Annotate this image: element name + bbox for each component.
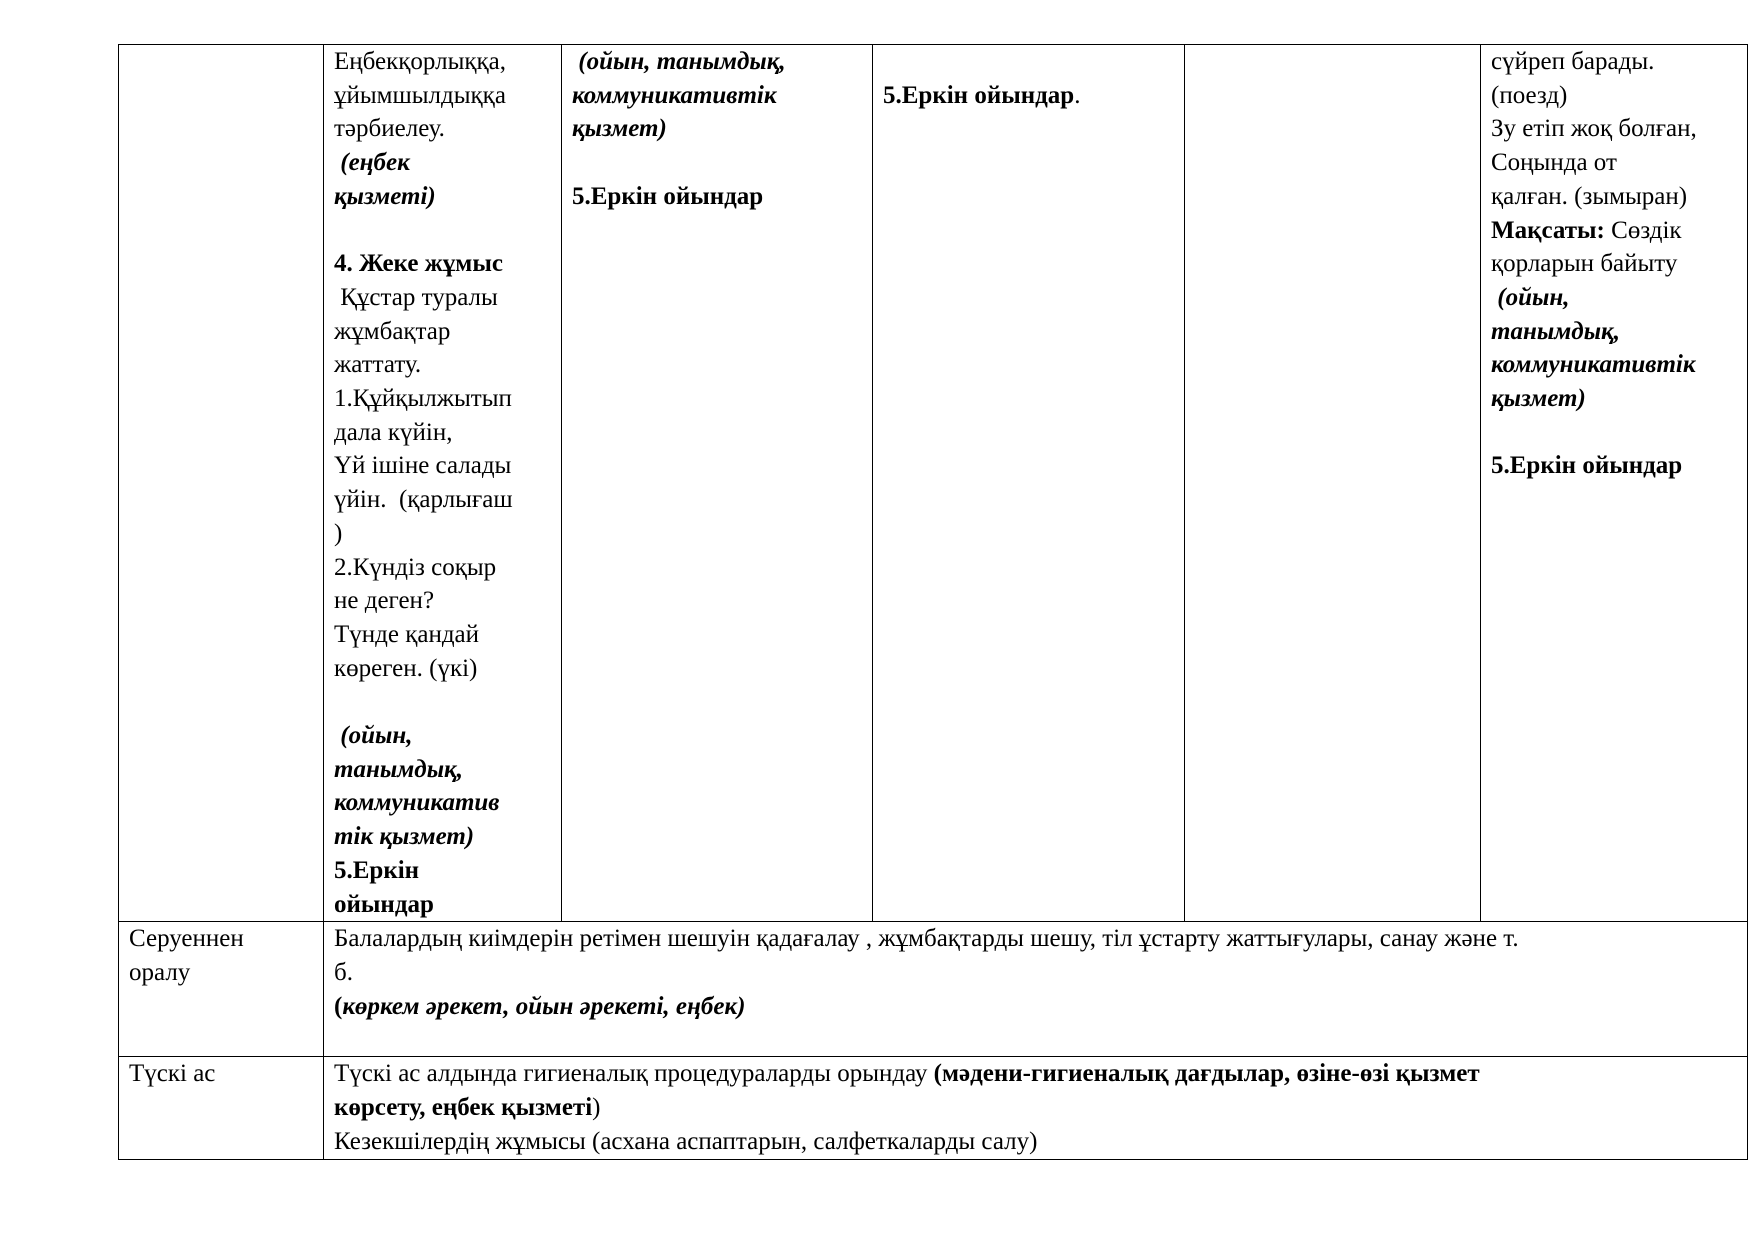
row-label-cell — [119, 45, 324, 922]
free-games-heading: 5.Еркін — [334, 856, 420, 884]
free-games-heading: ойындар — [334, 890, 434, 918]
activity-tag: көрсету, еңбек қызметі — [334, 1093, 593, 1121]
text-plain: Түскі ас алдында гигиеналық процедураларды орындау — [334, 1060, 934, 1088]
table-row-activities — [119, 45, 1748, 922]
riddle-line: қалған. (зымыран) — [1491, 182, 1688, 210]
return-walk-cell — [324, 922, 1748, 1057]
activity-tag-line: қызмет) — [572, 115, 667, 143]
duty-text: Кезекшілердің жұмысы (асхана аспаптарын, салфеткаларды салу) — [334, 1127, 1038, 1155]
tag-open-paren: ( — [334, 992, 343, 1020]
free-games-heading: 5.Еркін ойындар — [572, 182, 764, 210]
activity-tag-line: (ойын, — [1491, 283, 1570, 311]
row-label: Серуеннен — [129, 925, 244, 953]
riddle-line: дала күйін, — [334, 418, 453, 446]
riddle-line: Түнде қандай — [334, 620, 480, 648]
table-row-lunch — [119, 1057, 1748, 1160]
activity-tag-line: коммуникативтік — [1491, 351, 1696, 379]
riddle-line: жаттату. — [334, 351, 422, 379]
lunch-cell — [324, 1057, 1748, 1160]
trailing-dot: . — [1074, 81, 1081, 109]
riddle-line: 1.Құйқылжытып — [334, 385, 512, 413]
riddle-line: көреген. (үкі) — [334, 654, 478, 682]
activity-tag-line: коммуникатив — [334, 789, 500, 817]
riddle-line: Үй ішіне салады — [334, 452, 512, 480]
table-row-return-from-walk — [119, 922, 1748, 1057]
cell-empty — [1185, 45, 1481, 922]
riddle-line: жұмбақтар — [334, 317, 451, 345]
blank-line — [334, 685, 551, 719]
riddle-line: не деген? — [334, 587, 435, 615]
activity-tag-line: коммуникативтік — [572, 81, 777, 109]
section-heading: 4. Жеке жұмыс — [334, 250, 503, 278]
cell-games-2 — [562, 45, 873, 922]
activity-tag-line: (ойын, танымдық, — [572, 48, 786, 75]
blank-line — [1491, 416, 1737, 450]
blank-line — [883, 45, 1174, 79]
activity-tag-line: қызмет) — [1491, 385, 1586, 413]
activity-tag-line: танымдық, — [334, 755, 463, 783]
activity-tag: (мәдени-гигиеналық дағдылар, өзіне-өзі қызмет — [933, 1060, 1480, 1088]
text-line: б. — [334, 958, 353, 986]
text-line: Еңбекқорлыққа, — [334, 48, 507, 75]
row-label-cell — [119, 922, 324, 1057]
row-label: оралу — [129, 958, 191, 986]
goal-text: Сөздік — [1604, 216, 1682, 244]
activity-tag: көркем әрекет, ойын әрекеті, еңбек) — [342, 992, 746, 1020]
cell-work-individual — [324, 45, 562, 922]
activity-tag-line: қызметі) — [334, 182, 436, 210]
blank-line — [334, 214, 551, 248]
schedule-table — [118, 44, 1748, 1160]
activity-tag-line: (еңбек — [334, 149, 410, 177]
cell-riddles-6 — [1481, 45, 1748, 922]
riddle-line: Соңында от — [1491, 149, 1617, 177]
free-games-heading: 5.Еркін ойындар — [1491, 452, 1683, 480]
goal-text: қорларын байыту — [1491, 250, 1678, 278]
riddle-line: Құстар туралы — [334, 283, 498, 311]
row-label: Түскі ас — [129, 1060, 216, 1088]
tag-close-paren: ) — [592, 1093, 601, 1121]
text-line: Балалардың киімдерін ретімен шешуін қадағалау , жұмбақтарды шешу, тіл ұстарту жаттығулары, санау және т. — [334, 925, 1519, 953]
text-line: тәрбиелеу. — [334, 115, 445, 143]
riddle-line: 2.Күндіз соқыр — [334, 553, 497, 581]
riddle-line: үйін. (қарлығаш — [334, 486, 513, 514]
activity-tag-line: (ойын, — [334, 722, 413, 750]
goal-label: Мақсаты: — [1491, 216, 1605, 244]
text-line: ұйымшылдыққа — [334, 81, 506, 109]
row-label-cell — [119, 1057, 324, 1160]
activity-tag-line: тік қызмет) — [334, 823, 475, 851]
cell-games-3 — [873, 45, 1185, 922]
riddle-line: (поезд) — [1491, 81, 1568, 109]
riddle-line: сүйреп барады. — [1491, 48, 1655, 75]
blank-line — [572, 146, 862, 180]
riddle-line: Зу етіп жоқ болған, — [1491, 115, 1697, 143]
free-games-heading: 5.Еркін ойындар — [883, 81, 1075, 109]
activity-tag-line: танымдық, — [1491, 317, 1620, 345]
riddle-line: ) — [334, 519, 343, 547]
